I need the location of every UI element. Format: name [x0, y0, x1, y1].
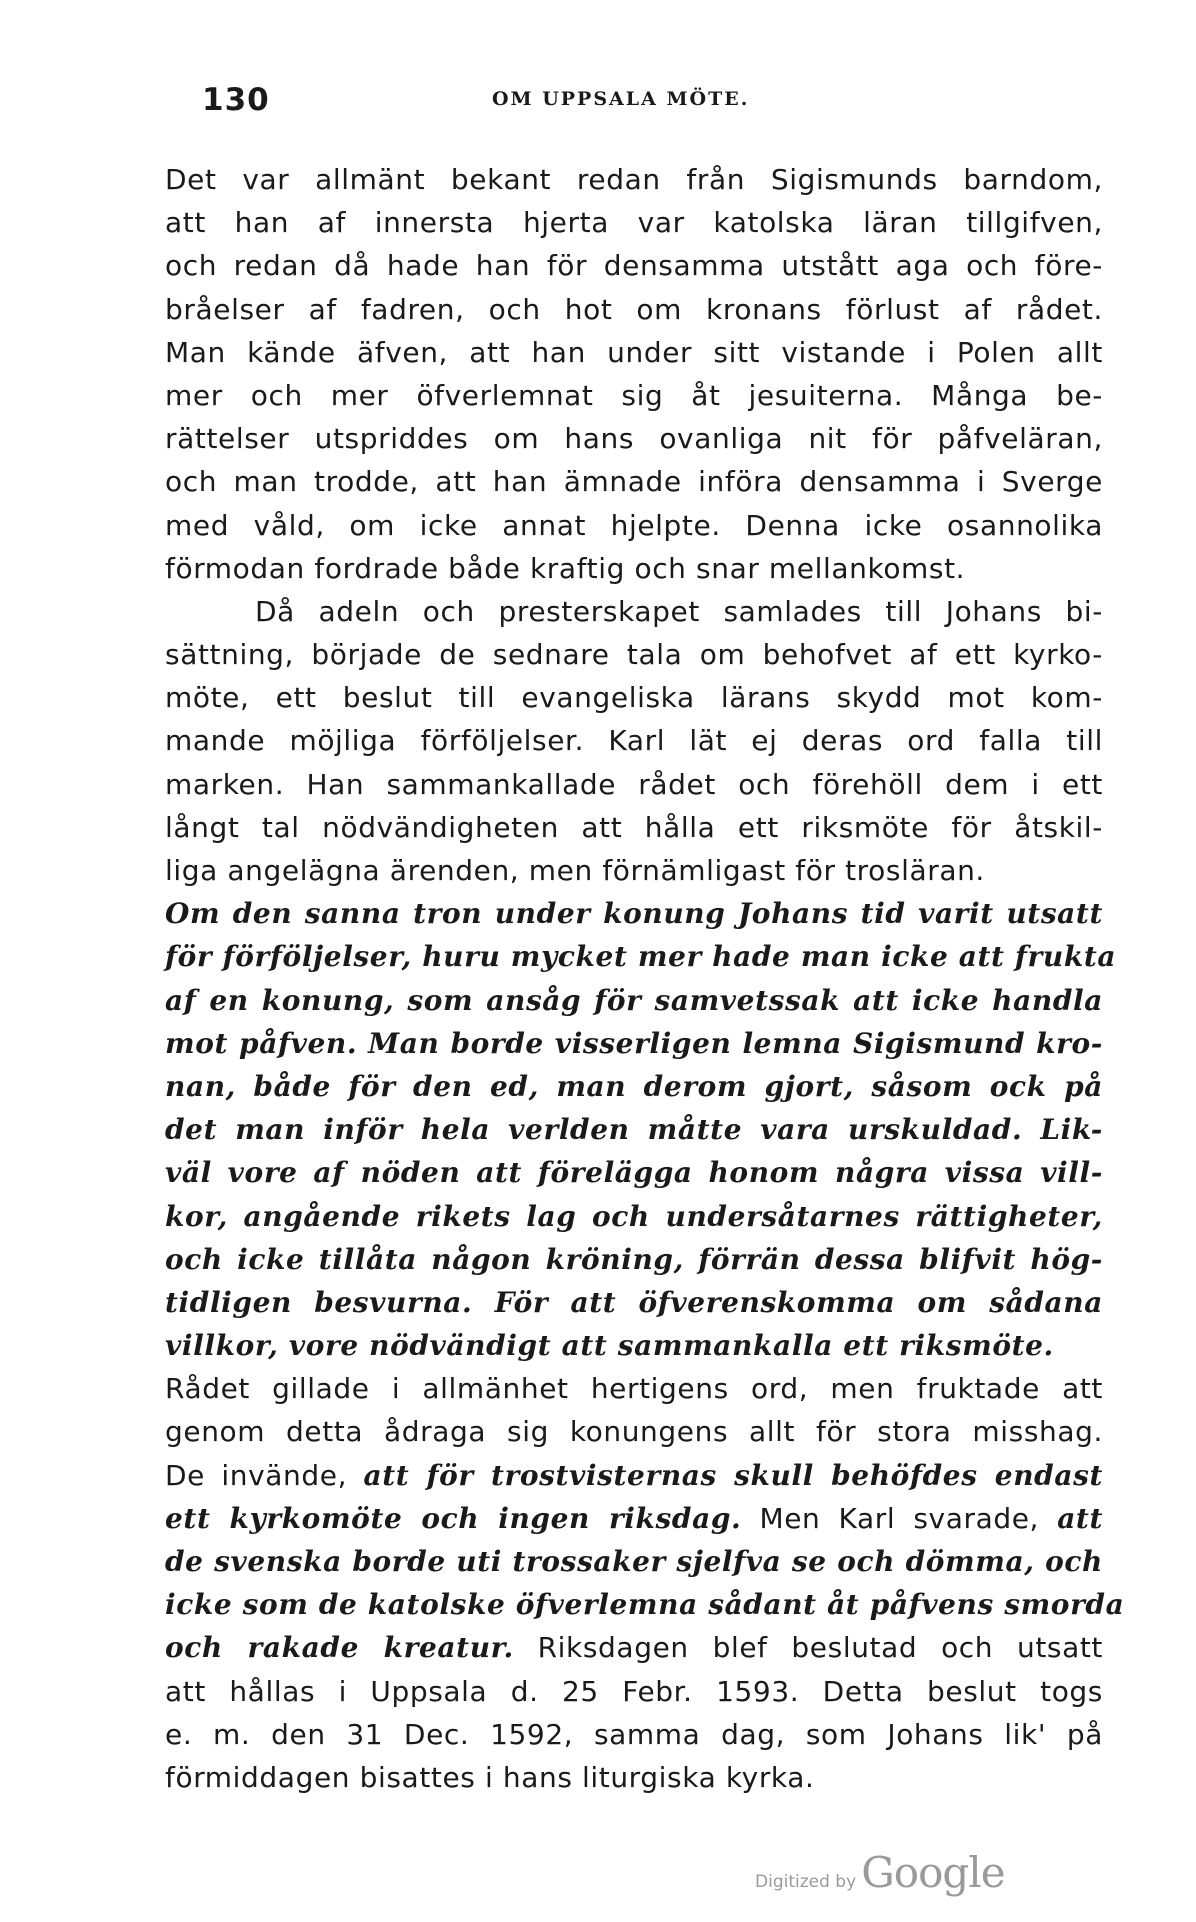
italic-text-segment: mot påfven. Man borde visserligen lemna Sigismund kro- — [165, 1026, 1103, 1060]
text-line — [165, 1324, 1103, 1367]
page-number: 130 — [202, 82, 270, 118]
italic-text-segment: det man inför hela verlden måtte vara urskuldad. Lik- — [165, 1113, 1103, 1147]
text-segment: långt tal nödvändigheten att hålla ett riksmöte för åtskil- — [165, 810, 1103, 844]
text-line — [165, 288, 1103, 331]
text-line — [165, 1022, 1103, 1065]
text-line — [165, 547, 1103, 590]
italic-text-segment: villkor, vore nödvändigt att sammankalla ett riksmöte. — [165, 1329, 1054, 1363]
text-segment: förmodan fordrade både kraftig och snar mellankomst. — [165, 551, 966, 585]
text-segment: med våld, om icke annat hjelpte. Denna icke osannolika — [165, 508, 1103, 542]
text-segment: och redan då hade han för densamma utstått aga och före- — [165, 249, 1103, 283]
body-text — [165, 158, 1125, 1799]
text-line — [165, 1454, 1103, 1497]
text-line — [165, 1583, 1125, 1626]
italic-text-segment: de svenska borde uti trossaker sjelfva se och dömma, och — [165, 1545, 1103, 1578]
text-line — [165, 935, 1117, 978]
text-line — [165, 719, 1103, 762]
text-line — [165, 1410, 1103, 1453]
text-line — [165, 849, 1103, 892]
text-segment: att han af innersta hjerta var katolska läran tillgifven, — [165, 206, 1103, 240]
text-segment: De invände, — [165, 1458, 364, 1492]
italic-text-segment: väl vore af nöden att förelägga honom några vissa vill- — [165, 1156, 1103, 1190]
italic-text-segment: att — [1057, 1501, 1103, 1535]
text-line — [165, 676, 1103, 719]
text-line — [165, 806, 1103, 849]
italic-text-segment: och icke tillåta någon kröning, förrän dessa blifvit hög- — [165, 1242, 1103, 1276]
text-line — [165, 1065, 1103, 1108]
text-line — [165, 1626, 1103, 1669]
text-line — [165, 1108, 1103, 1151]
text-line — [165, 417, 1103, 460]
text-segment: mande möjliga förföljelser. Karl lät ej deras ord falla till — [165, 724, 1103, 758]
text-line — [165, 763, 1103, 806]
text-segment: Men Karl svarade, — [741, 1501, 1058, 1535]
text-line — [165, 1281, 1103, 1324]
text-segment: Man kände äfven, att han under sitt vistande i Polen allt — [165, 335, 1103, 369]
text-line — [165, 1540, 1103, 1583]
text-line — [165, 1713, 1103, 1756]
text-line — [165, 1238, 1103, 1281]
text-segment: Då adeln och presterskapet samlades till Johans bi- — [255, 594, 1103, 628]
text-segment: liga angelägna ärenden, men förnämligast för trosläran. — [165, 854, 985, 887]
italic-text-segment: och rakade kreatur. — [165, 1631, 514, 1665]
italic-text-segment: tidligen besvurna. För att öfverenskomma om sådana — [165, 1285, 1103, 1319]
google-logo: Google — [861, 1848, 1005, 1897]
text-line — [165, 374, 1103, 417]
text-segment: e. m. den 31 Dec. 1592, samma dag, som Johans lik' på — [165, 1717, 1103, 1751]
text-segment: bråelser af fadren, och hot om kronans förlust af rådet. — [165, 292, 1103, 326]
text-segment: att hållas i Uppsala d. 25 Febr. 1593. Detta beslut togs — [165, 1674, 1103, 1708]
text-segment: förmiddagen bisattes i hans liturgiska kyrka. — [165, 1760, 815, 1794]
text-segment: Rådet gillade i allmänhet hertigens ord, men fruktade att — [165, 1372, 1103, 1406]
text-line — [165, 201, 1103, 244]
text-segment: rättelser utspriddes om hans ovanliga nit för påfveläran, — [165, 422, 1103, 456]
text-line — [165, 1367, 1103, 1410]
text-line — [165, 1670, 1103, 1713]
italic-text-segment: ett kyrkomöte och ingen riksdag. — [165, 1501, 742, 1535]
text-line — [165, 158, 1103, 201]
text-line — [165, 1756, 1103, 1799]
text-line — [165, 633, 1103, 676]
italic-text-segment: icke som de katolske öfverlemna sådant åt påfvens smorda — [165, 1588, 1125, 1622]
text-line — [165, 331, 1103, 374]
text-line — [165, 979, 1103, 1022]
text-line — [165, 1195, 1103, 1238]
italic-text-segment: Om den sanna tron under konung Johans tid varit utsatt — [165, 897, 1103, 931]
text-line — [165, 244, 1103, 287]
text-segment: möte, ett beslut till evangeliska lärans skydd mot kom- — [165, 681, 1103, 715]
watermark-prefix: Digitized by — [755, 1872, 857, 1892]
digitized-watermark — [755, 1848, 1005, 1897]
text-segment: sättning, började de sednare tala om behofvet af ett kyrko- — [165, 638, 1103, 672]
text-line — [165, 504, 1103, 547]
page-header — [202, 82, 1102, 122]
text-line — [165, 892, 1103, 935]
italic-text-segment: nan, både för den ed, man derom gjort, såsom ock på — [165, 1069, 1103, 1103]
text-line — [165, 460, 1103, 503]
text-line — [165, 590, 1103, 633]
text-line — [165, 1151, 1103, 1194]
text-segment: mer och mer öfverlemnat sig åt jesuiterna. Många be- — [165, 378, 1103, 412]
italic-text-segment: kor, angående rikets lag och undersåtarnes rättigheter, — [165, 1199, 1103, 1233]
text-segment: marken. Han sammankallade rådet och förehöll dem i ett — [165, 767, 1103, 801]
text-segment: Riksdagen blef beslutad och utsatt — [513, 1631, 1104, 1665]
running-title: OM UPPSALA MÖTE. — [492, 88, 750, 110]
text-segment: och man trodde, att han ämnade införa densamma i Sverge — [165, 465, 1103, 499]
italic-text-segment: af en konung, som ansåg för samvetssak att icke handla — [165, 983, 1103, 1017]
text-segment: genom detta ådraga sig konungens allt för stora misshag. — [165, 1415, 1103, 1449]
text-segment: Det var allmänt bekant redan från Sigismunds barndom, — [165, 163, 1103, 196]
italic-text-segment: att för trostvisternas skull behöfdes endast — [363, 1458, 1103, 1492]
italic-text-segment: för förföljelser, huru mycket mer hade man icke att frukta — [165, 940, 1117, 974]
text-line — [165, 1497, 1103, 1540]
